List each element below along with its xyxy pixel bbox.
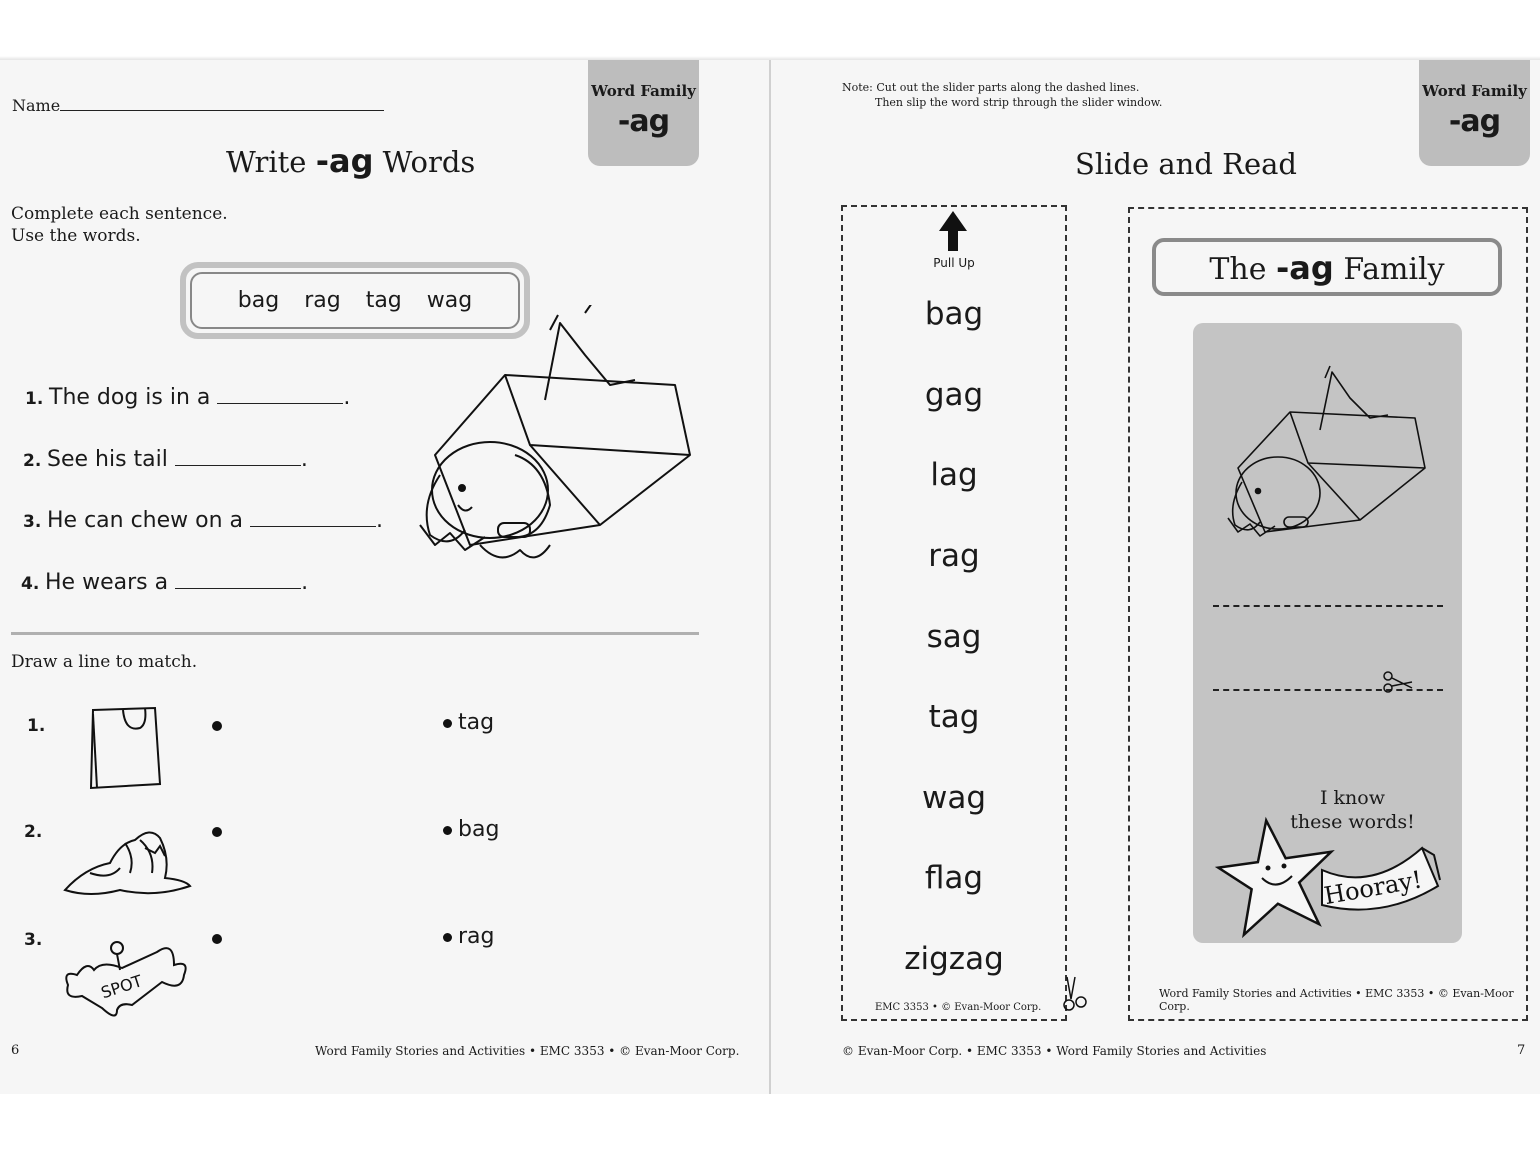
answer-blank[interactable] bbox=[175, 571, 301, 589]
sentence-number: 2. bbox=[23, 451, 42, 471]
rag-icon bbox=[60, 818, 195, 900]
footer-left: Word Family Stories and Activities • EMC 3353 • © Evan-Moor Corp. bbox=[315, 1044, 740, 1058]
dog-in-bag-illustration-small bbox=[1220, 360, 1440, 550]
strip-word: rag bbox=[928, 538, 980, 574]
star-message-line: these words! bbox=[1290, 811, 1415, 833]
family-title-box bbox=[1152, 238, 1502, 296]
match-dot-left[interactable] bbox=[212, 827, 222, 837]
strip-word: lag bbox=[930, 457, 978, 493]
word-bank-item: rag bbox=[304, 288, 341, 313]
star-message-line: I know bbox=[1320, 787, 1385, 809]
title-pre: Write bbox=[226, 145, 316, 179]
scissors-icon bbox=[1380, 670, 1420, 694]
dog-in-bag-illustration bbox=[410, 305, 705, 575]
sentence-number: 4. bbox=[21, 574, 40, 594]
note-line: Then slip the word strip through the slider window. bbox=[875, 96, 1163, 109]
family-title-ending: -ag bbox=[1276, 249, 1334, 287]
page-title-left bbox=[226, 142, 475, 180]
hooray-text: Hooray! bbox=[1321, 865, 1425, 911]
match-number: 1. bbox=[27, 716, 46, 736]
strip-word: flag bbox=[924, 860, 984, 896]
name-blank bbox=[60, 93, 384, 111]
match-word[interactable]: bag bbox=[443, 817, 499, 842]
name-label: Name bbox=[12, 96, 61, 115]
sentence-2 bbox=[23, 447, 308, 472]
book-gutter bbox=[769, 60, 771, 1094]
title-post: Words bbox=[373, 145, 476, 179]
page-number-left: 6 bbox=[11, 1043, 20, 1058]
pull-up-label: Pull Up bbox=[933, 256, 975, 270]
tag-bone-icon bbox=[62, 930, 192, 1020]
word-family-label: Word Family bbox=[591, 82, 696, 100]
sentence-3 bbox=[23, 508, 383, 533]
page-title-right: Slide and Read bbox=[1075, 147, 1297, 181]
word-bank-item: wag bbox=[426, 288, 473, 313]
match-dot-left[interactable] bbox=[212, 934, 222, 944]
word-bank-item: bag bbox=[237, 288, 280, 313]
section-divider bbox=[11, 632, 699, 635]
answer-blank[interactable] bbox=[175, 448, 301, 466]
sentence-period: . bbox=[376, 508, 384, 533]
answer-blank[interactable] bbox=[250, 509, 376, 527]
answer-blank[interactable] bbox=[217, 386, 343, 404]
match-dot-left[interactable] bbox=[212, 721, 222, 731]
match-word[interactable]: rag bbox=[443, 924, 495, 949]
strip-word: gag bbox=[924, 377, 984, 413]
sentence-text: He wears a bbox=[45, 570, 169, 595]
sentence-text: The dog is in a bbox=[49, 385, 211, 410]
strip-word: wag bbox=[921, 780, 987, 816]
word-family-ending: -ag bbox=[617, 104, 670, 139]
sentence-number: 1. bbox=[25, 389, 44, 409]
footer-right: © Evan-Moor Corp. • EMC 3353 • Word Family Stories and Activities bbox=[842, 1044, 1267, 1058]
title-ending: -ag bbox=[315, 142, 374, 180]
match-number: 3. bbox=[24, 930, 43, 950]
sentence-period: . bbox=[301, 570, 309, 595]
sentence-number: 3. bbox=[23, 512, 42, 532]
strip-word: tag bbox=[928, 699, 980, 735]
strip-word: bag bbox=[924, 296, 984, 332]
sentence-text: See his tail bbox=[47, 447, 168, 472]
instructions bbox=[11, 203, 228, 247]
arrow-up-icon bbox=[937, 209, 969, 253]
sentence-4 bbox=[21, 570, 308, 595]
word-family-label: Word Family bbox=[1422, 82, 1527, 100]
sentence-1 bbox=[25, 385, 350, 410]
strip-footer: EMC 3353 • © Evan-Moor Corp. bbox=[875, 1002, 1042, 1013]
star-hooray-icon bbox=[1212, 810, 1447, 938]
family-title-post: Family bbox=[1333, 252, 1445, 287]
sentence-period: . bbox=[343, 385, 351, 410]
bag-icon bbox=[85, 704, 165, 794]
sentence-text: He can chew on a bbox=[47, 508, 244, 533]
scissors-icon bbox=[1061, 975, 1089, 1013]
family-title-pre: The bbox=[1209, 252, 1277, 287]
cut-note bbox=[842, 80, 1162, 110]
strip-word: sag bbox=[926, 619, 982, 655]
cut-line bbox=[1213, 605, 1443, 607]
note-line: Note: Cut out the slider parts along the dashed lines. bbox=[842, 81, 1140, 94]
tag-text: SPOT bbox=[98, 971, 145, 1003]
match-word[interactable]: tag bbox=[443, 710, 494, 735]
sentence-period: . bbox=[300, 447, 308, 472]
slider-footer: Word Family Stories and Activities • EMC 3353 • © Evan-Moor Corp. bbox=[1159, 987, 1514, 1013]
instruction-line: Complete each sentence. bbox=[11, 204, 228, 224]
instruction-line: Use the words. bbox=[11, 226, 141, 246]
match-number: 2. bbox=[24, 822, 43, 842]
word-family-ending: -ag bbox=[1448, 104, 1501, 139]
strip-word: zigzag bbox=[904, 941, 1004, 977]
name-field bbox=[12, 93, 384, 115]
page-number-right: 7 bbox=[1517, 1043, 1526, 1058]
match-instruction: Draw a line to match. bbox=[11, 652, 198, 672]
word-family-tab-left bbox=[588, 60, 699, 166]
word-bank-item: tag bbox=[365, 288, 402, 313]
word-family-tab-right bbox=[1419, 60, 1530, 166]
